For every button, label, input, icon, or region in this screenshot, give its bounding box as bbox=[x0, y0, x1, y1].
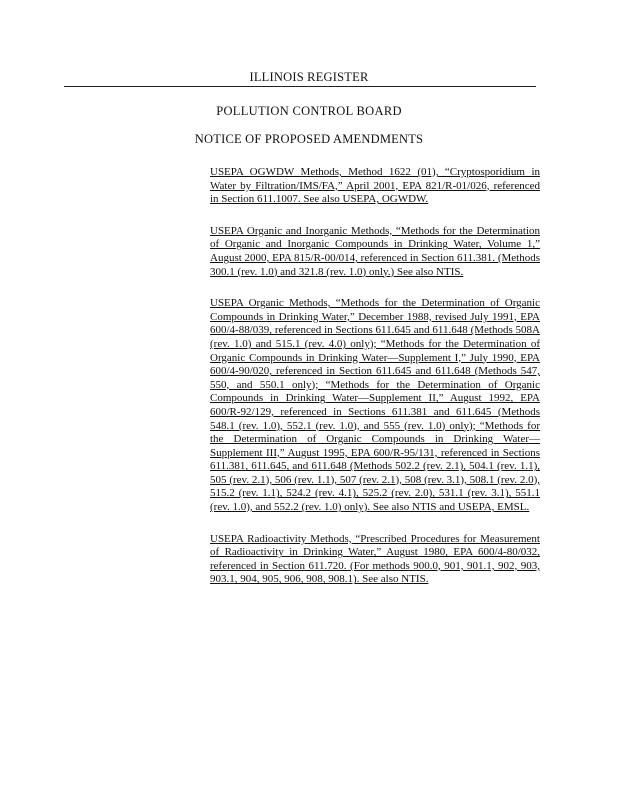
reference-entry bbox=[210, 166, 540, 207]
reference-entry bbox=[210, 225, 540, 279]
reference-entry-text: USEPA OGWDW Methods, Method 1622 (01), “Cryptosporidium in Water by Filtration/IMS/FA,” April 2001, EPA 821/R-01/026, referenced in Section 611.1007. See also USEPA, OGWDW. bbox=[210, 166, 540, 206]
board-heading: POLLUTION CONTROL BOARD bbox=[216, 104, 402, 118]
reference-list bbox=[210, 166, 540, 605]
register-heading: ILLINOIS REGISTER bbox=[249, 70, 369, 84]
reference-entry bbox=[210, 297, 540, 515]
notice-heading: NOTICE OF PROPOSED AMENDMENTS bbox=[194, 132, 424, 146]
reference-entry-text: USEPA Organic and Inorganic Methods, “Methods for the Determination of Organic and Inorganic Compounds in Drinking Water, Volume 1,” August 2000, EPA 815/R-00/014, referenced in Section 611.381. (Methods 300.1 (rev. 1.0) and 321.8 (rev. 1.0) only.) See also NTIS. bbox=[210, 224, 540, 278]
reference-entry bbox=[210, 533, 540, 587]
reference-entry-text: USEPA Radioactivity Methods, “Prescribed Procedures for Measurement of Radioactivity in Drinking Water,” August 1980, EPA 600/4-80/032, referenced in Section 611.720. (For methods 900.0, 901, 901.1, 902, 903, 903.1, 904, 905, 906, 908, 908.1). See also NTIS. bbox=[210, 532, 540, 586]
reference-entry-text: USEPA Organic Methods, “Methods for the Determination of Organic Compounds in Drinking Water,” December 1988, revised July 1991, EPA 600/4-88/039, referenced in Sections 611.645 and 611.648 (Methods 508A (rev. 1.0) and 515.1 (rev. 4.0) only); “Methods for the Determination of Organic Compounds in Drinking Water—Supplement I,” July 1990, EPA 600/4-90/020, referenced in Section 611.645 and 611.648 (Methods 547, 550, and 550.1 only); “Methods for the Determination of Organic Compounds in Drinking Water—Supplement II,” August 1992, EPA 600/R-92/129, referenced in Sections 611.381 and 611.645 (Methods 548.1 (rev. 1.0), 552.1 (rev. 1.0), and 555 (rev. 1.0) only); “Methods for the Determination of Organic Compounds in Drinking Water—Supplement III,” August 1995, EPA 600/R-95/131, referenced in Sections 611.381, 611.645, and 611.648 (Methods 502.2 (rev. 2.1), 504.1 (rev. 1.1), 505 (rev. 2.1), 506 (rev. 1.1), 507 (rev. 2.1), 508 (rev. 3.1), 508.1 (rev. 2.0), 515.2 (rev. 1.1), 524.2 (rev. 4.1), 525.2 (rev. 2.0), 531.1 (rev. 3.1), 551.1 (rev. 1.0), and 552.2 (rev. 1.0) only). See also NTIS and USEPA, EMSL. bbox=[210, 297, 540, 514]
header-rule bbox=[64, 86, 536, 87]
